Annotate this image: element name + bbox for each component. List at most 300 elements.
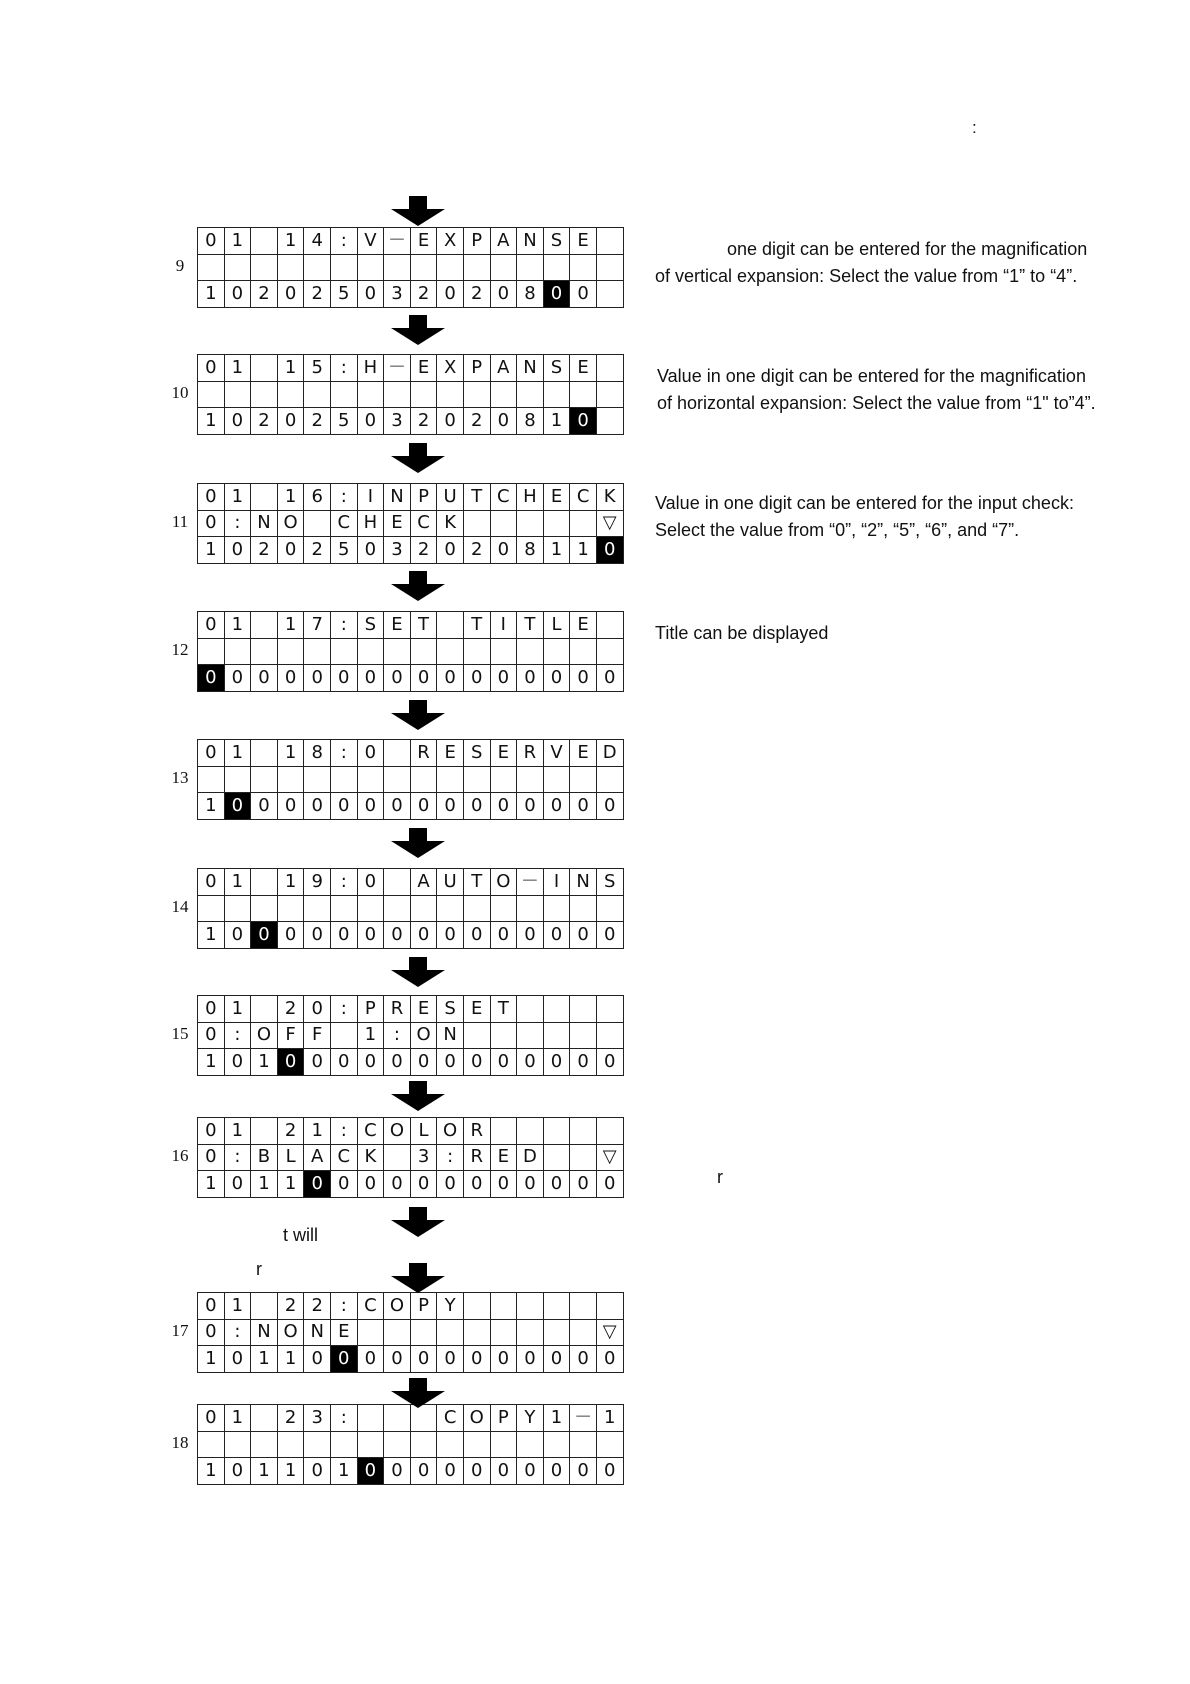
- lcd-cell: 0: [357, 665, 384, 692]
- lcd-cell: 0: [410, 922, 437, 949]
- lcd-cell: [198, 254, 225, 281]
- lcd-cell: [304, 895, 331, 922]
- lcd-cell: N: [517, 228, 544, 255]
- lcd-cell: [570, 1118, 597, 1145]
- lcd-cell: [596, 1293, 623, 1320]
- lcd-cell: T: [410, 612, 437, 639]
- lcd-cell: [437, 1319, 464, 1346]
- lcd-cell: [384, 1431, 411, 1458]
- lcd-cell: R: [517, 740, 544, 767]
- lcd-cell: O: [384, 1293, 411, 1320]
- lcd-row: [198, 1171, 624, 1198]
- lcd-cell: K: [596, 484, 623, 511]
- lcd-row: [198, 228, 624, 255]
- lcd-cell: －: [384, 355, 411, 382]
- lcd-cell: S: [357, 612, 384, 639]
- lcd-cell: F: [304, 1022, 331, 1049]
- note-between-16-17-line-2: r: [256, 1259, 262, 1279]
- lcd-cell: [384, 381, 411, 408]
- lcd-cell: 2: [251, 281, 278, 308]
- lcd-cell: P: [490, 1405, 517, 1432]
- lcd-cell: [410, 895, 437, 922]
- lcd-cell: [490, 1293, 517, 1320]
- lcd-cell: 0: [410, 1346, 437, 1373]
- lcd-row: [198, 740, 624, 767]
- lcd-cell: 1: [277, 869, 304, 896]
- lcd-cell: [437, 254, 464, 281]
- lcd-cell: [330, 254, 357, 281]
- lcd-cell: [277, 254, 304, 281]
- lcd-cell: 0: [198, 1319, 225, 1346]
- lcd-cell: [463, 766, 490, 793]
- lcd-cell: L: [543, 612, 570, 639]
- lcd-cursor-cell: 0: [330, 1346, 357, 1373]
- note-step-9-line-1: one digit can be entered for the magnification: [727, 239, 1088, 259]
- lcd-cell: 0: [384, 1049, 411, 1076]
- lcd-cell: [330, 766, 357, 793]
- lcd-cell: [410, 1405, 437, 1432]
- lcd-cell: 1: [224, 612, 251, 639]
- lcd-cell: [251, 484, 278, 511]
- lcd-cell: P: [463, 228, 490, 255]
- lcd-cell: 0: [410, 1171, 437, 1198]
- lcd-cell: [437, 381, 464, 408]
- lcd-cell: 0: [410, 1049, 437, 1076]
- lcd-cell: 0: [437, 922, 464, 949]
- lcd-cell: 0: [224, 1346, 251, 1373]
- lcd-cell: 0: [198, 355, 225, 382]
- lcd-cell: [596, 1022, 623, 1049]
- down-arrow-icon: [391, 1263, 445, 1293]
- lcd-cell: E: [384, 612, 411, 639]
- lcd-cell: [437, 612, 464, 639]
- lcd-cell: I: [490, 612, 517, 639]
- lcd-cell: 0: [304, 665, 331, 692]
- lcd-cell: 0: [198, 484, 225, 511]
- lcd-cell: S: [437, 996, 464, 1023]
- step-number: 15: [171, 1024, 189, 1043]
- lcd-cell: T: [463, 484, 490, 511]
- lcd-cell: 0: [384, 1458, 411, 1485]
- lcd-cell: [543, 1431, 570, 1458]
- lcd-cell: [304, 766, 331, 793]
- lcd-cell: 0: [570, 1346, 597, 1373]
- lcd-cell: 2: [304, 537, 331, 564]
- lcd-cell: 5: [330, 537, 357, 564]
- lcd-cell: [517, 638, 544, 665]
- lcd-cell: 0: [596, 1049, 623, 1076]
- lcd-cell: [596, 1431, 623, 1458]
- lcd-cell: 2: [277, 1118, 304, 1145]
- lcd-cell: P: [410, 484, 437, 511]
- lcd-cell: [517, 1022, 544, 1049]
- lcd-cell: 0: [517, 793, 544, 820]
- lcd-cell: 0: [357, 869, 384, 896]
- lcd-cell: 0: [251, 665, 278, 692]
- lcd-cell: [410, 381, 437, 408]
- lcd-cell: 1: [251, 1458, 278, 1485]
- lcd-cell: 1: [224, 484, 251, 511]
- lcd-cell: N: [384, 484, 411, 511]
- lcd-cell: 0: [596, 1171, 623, 1198]
- lcd-cell: [251, 612, 278, 639]
- lcd-cell: N: [570, 869, 597, 896]
- lcd-cell: [543, 1293, 570, 1320]
- lcd-cell: [304, 510, 331, 537]
- lcd-cell: [410, 254, 437, 281]
- lcd-cell: [251, 895, 278, 922]
- lcd-cell: 0: [570, 281, 597, 308]
- lcd-cell: 0: [490, 1346, 517, 1373]
- lcd-row: [198, 1144, 624, 1171]
- lcd-cursor-cell: 0: [543, 281, 570, 308]
- lcd-cursor-cell: 0: [357, 1458, 384, 1485]
- lcd-cell: E: [570, 355, 597, 382]
- lcd-cell: 0: [198, 228, 225, 255]
- lcd-cell: 0: [463, 922, 490, 949]
- lcd-cell: [596, 408, 623, 435]
- lcd-cell: [517, 1319, 544, 1346]
- lcd-cell: [543, 1319, 570, 1346]
- lcd-cell: 1: [277, 1171, 304, 1198]
- lcd-cell: [490, 1431, 517, 1458]
- lcd-cell: 0: [304, 996, 331, 1023]
- lcd-cell: 1: [224, 1293, 251, 1320]
- lcd-cell: [596, 381, 623, 408]
- lcd-cell: P: [410, 1293, 437, 1320]
- lcd-cell: S: [463, 740, 490, 767]
- lcd-cell: 0: [570, 1458, 597, 1485]
- lcd-cell: 1: [277, 228, 304, 255]
- lcd-cell: 7: [304, 612, 331, 639]
- note-step-9-line-2: of vertical expansion: Select the value from “1” to “4”.: [655, 266, 1078, 286]
- lcd-cell: [304, 381, 331, 408]
- lcd-row: [198, 638, 624, 665]
- lcd-cell: [277, 638, 304, 665]
- lcd-cell: O: [277, 1319, 304, 1346]
- lcd-cell: [251, 1293, 278, 1320]
- lcd-cell: 0: [198, 1293, 225, 1320]
- lcd-cell: [384, 895, 411, 922]
- lcd-cell: 0: [384, 922, 411, 949]
- lcd-cell: 0: [437, 1171, 464, 1198]
- lcd-cell: 1: [543, 537, 570, 564]
- lcd-cell: [463, 1293, 490, 1320]
- lcd-cell: [543, 1022, 570, 1049]
- lcd-cell: [224, 381, 251, 408]
- lcd-cell: O: [463, 1405, 490, 1432]
- lcd-cell: [277, 766, 304, 793]
- lcd-cell: 1: [198, 1458, 225, 1485]
- lcd-cell: 0: [596, 922, 623, 949]
- lcd-cell: A: [410, 869, 437, 896]
- lcd-cell: 8: [517, 537, 544, 564]
- lcd-cell: [224, 254, 251, 281]
- lcd-cell: [463, 510, 490, 537]
- lcd-cell: 0: [198, 996, 225, 1023]
- lcd-row: [198, 1431, 624, 1458]
- lcd-cell: 2: [304, 281, 331, 308]
- lcd-cell: 0: [224, 1049, 251, 1076]
- lcd-cell: 0: [490, 408, 517, 435]
- lcd-cell: [543, 1118, 570, 1145]
- lcd-cell: K: [357, 1144, 384, 1171]
- lcd-screen-step-12: [197, 611, 624, 692]
- lcd-cell: 5: [330, 408, 357, 435]
- lcd-cell: 0: [517, 1171, 544, 1198]
- lcd-cell: [410, 638, 437, 665]
- note-step-16: r: [717, 1167, 723, 1187]
- lcd-cell: [596, 895, 623, 922]
- lcd-cell: E: [490, 1144, 517, 1171]
- down-arrow-icon: [391, 315, 445, 345]
- step-number: 13: [171, 768, 189, 787]
- lcd-cell: 0: [517, 1346, 544, 1373]
- lcd-cell: 0: [277, 793, 304, 820]
- lcd-cell: 3: [410, 1144, 437, 1171]
- lcd-cell: L: [277, 1144, 304, 1171]
- lcd-cell: 0: [198, 510, 225, 537]
- lcd-cell: －: [570, 1405, 597, 1432]
- lcd-cursor-cell: 0: [277, 1049, 304, 1076]
- lcd-cell: [384, 1319, 411, 1346]
- lcd-cell: 0: [410, 1458, 437, 1485]
- lcd-cell: 1: [198, 1171, 225, 1198]
- lcd-cell: [277, 1431, 304, 1458]
- lcd-cell: [437, 638, 464, 665]
- lcd-cell: 0: [304, 922, 331, 949]
- lcd-cursor-cell: 0: [570, 408, 597, 435]
- lcd-cell: [384, 869, 411, 896]
- lcd-cell: 0: [304, 1346, 331, 1373]
- lcd-cell: T: [490, 996, 517, 1023]
- lcd-cell: N: [304, 1319, 331, 1346]
- lcd-cell: [570, 895, 597, 922]
- lcd-cell: 0: [543, 922, 570, 949]
- lcd-cell: 0: [596, 1458, 623, 1485]
- lcd-cell: 2: [410, 281, 437, 308]
- lcd-cell: [251, 228, 278, 255]
- lcd-row: [198, 408, 624, 435]
- lcd-cursor-cell: 0: [304, 1171, 331, 1198]
- lcd-cell: C: [437, 1405, 464, 1432]
- lcd-cursor-cell: 0: [198, 665, 225, 692]
- lcd-row: [198, 766, 624, 793]
- step-number: 12: [171, 640, 189, 659]
- lcd-cell: 3: [304, 1405, 331, 1432]
- lcd-cell: H: [357, 510, 384, 537]
- lcd-cell: 1: [224, 1405, 251, 1432]
- lcd-cell: [570, 1293, 597, 1320]
- lcd-cell: C: [570, 484, 597, 511]
- lcd-cell: [198, 638, 225, 665]
- lcd-cell: 1: [330, 1458, 357, 1485]
- lcd-cell: S: [543, 228, 570, 255]
- lcd-cell: 0: [543, 1171, 570, 1198]
- lcd-cell: T: [463, 869, 490, 896]
- lcd-cell: 0: [304, 1049, 331, 1076]
- lcd-cell: :: [330, 228, 357, 255]
- lcd-cell: F: [277, 1022, 304, 1049]
- lcd-cell: 0: [570, 793, 597, 820]
- lcd-cursor-cell: 0: [596, 537, 623, 564]
- lcd-cell: 0: [198, 740, 225, 767]
- lcd-cell: [251, 638, 278, 665]
- lcd-cell: [570, 1022, 597, 1049]
- lcd-cell: 3: [384, 537, 411, 564]
- lcd-cell: 0: [277, 537, 304, 564]
- lcd-cell: [251, 1431, 278, 1458]
- lcd-cell: 0: [570, 1049, 597, 1076]
- lcd-cell: :: [330, 1293, 357, 1320]
- lcd-cell: 5: [304, 355, 331, 382]
- lcd-cell: [543, 895, 570, 922]
- lcd-cell: 1: [277, 355, 304, 382]
- lcd-cell: 1: [251, 1171, 278, 1198]
- lcd-cell: E: [410, 228, 437, 255]
- lcd-cell: 0: [224, 537, 251, 564]
- lcd-cell: X: [437, 355, 464, 382]
- lcd-cell: [490, 381, 517, 408]
- lcd-cell: [570, 1144, 597, 1171]
- lcd-cell: 1: [198, 408, 225, 435]
- lcd-cell: 0: [357, 793, 384, 820]
- lcd-cell: 0: [596, 1346, 623, 1373]
- lcd-cell: V: [543, 740, 570, 767]
- lcd-cell: 0: [517, 1458, 544, 1485]
- lcd-cell: [384, 740, 411, 767]
- lcd-cell: [490, 254, 517, 281]
- lcd-cell: 0: [410, 665, 437, 692]
- lcd-cursor-cell: 0: [224, 793, 251, 820]
- lcd-cell: [517, 895, 544, 922]
- lcd-cell: [517, 254, 544, 281]
- lcd-cell: 1: [251, 1346, 278, 1373]
- lcd-cell: [543, 638, 570, 665]
- lcd-cell: 0: [517, 665, 544, 692]
- lcd-cell: [357, 1405, 384, 1432]
- note-step-11-line-2: Select the value from “0”, “2”, “5”, “6”, and “7”.: [655, 520, 1020, 540]
- down-arrow-icon: [391, 1378, 445, 1408]
- lcd-cell: 0: [490, 1049, 517, 1076]
- lcd-cell: [357, 381, 384, 408]
- lcd-cell: 0: [410, 793, 437, 820]
- lcd-cell: [304, 638, 331, 665]
- lcd-cell: :: [224, 510, 251, 537]
- lcd-cell: [410, 1431, 437, 1458]
- lcd-cell: 0: [304, 1458, 331, 1485]
- note-between-16-17-line-1: t will: [283, 1225, 318, 1245]
- lcd-cell: 1: [224, 740, 251, 767]
- lcd-cell: C: [330, 510, 357, 537]
- lcd-cell: 1: [304, 1118, 331, 1145]
- lcd-cell: 6: [304, 484, 331, 511]
- lcd-cell: E: [463, 996, 490, 1023]
- lcd-cell: 1: [277, 740, 304, 767]
- lcd-cell: 0: [543, 1346, 570, 1373]
- lcd-cell: 0: [224, 922, 251, 949]
- lcd-cell: 0: [198, 612, 225, 639]
- lcd-cell: 0: [330, 922, 357, 949]
- lcd-cell: 0: [357, 281, 384, 308]
- lcd-cell: [410, 766, 437, 793]
- lcd-cell: :: [224, 1022, 251, 1049]
- lcd-cell: P: [357, 996, 384, 1023]
- down-arrow-icon: [391, 700, 445, 730]
- lcd-cell: E: [570, 740, 597, 767]
- lcd-cell: E: [410, 355, 437, 382]
- lcd-cell: －: [517, 869, 544, 896]
- lcd-cell: [570, 996, 597, 1023]
- lcd-cell: [596, 766, 623, 793]
- lcd-cell: 0: [596, 665, 623, 692]
- step-number: 16: [171, 1146, 189, 1165]
- step-number: 14: [171, 897, 189, 916]
- lcd-cell: [224, 766, 251, 793]
- lcd-cell: [596, 254, 623, 281]
- lcd-cell: 0: [437, 1049, 464, 1076]
- lcd-cell: :: [330, 996, 357, 1023]
- lcd-cell: [543, 254, 570, 281]
- lcd-cell: U: [437, 869, 464, 896]
- lcd-cell: 2: [251, 537, 278, 564]
- lcd-cell: 0: [437, 408, 464, 435]
- lcd-cell: H: [357, 355, 384, 382]
- lcd-cell: 0: [517, 1049, 544, 1076]
- lcd-cell: 0: [463, 665, 490, 692]
- lcd-cell: 0: [437, 281, 464, 308]
- lcd-cell: R: [410, 740, 437, 767]
- lcd-cell: 0: [463, 1346, 490, 1373]
- lcd-cell: [490, 510, 517, 537]
- lcd-cell: 1: [198, 1346, 225, 1373]
- lcd-cell: 0: [463, 1171, 490, 1198]
- lcd-row: [198, 510, 624, 537]
- lcd-cell: [570, 638, 597, 665]
- lcd-cell: [330, 1431, 357, 1458]
- down-arrow-icon: [391, 957, 445, 987]
- lcd-cell: 8: [517, 281, 544, 308]
- lcd-cell: 1: [198, 793, 225, 820]
- step-number: 18: [171, 1433, 189, 1452]
- lcd-cell: [251, 740, 278, 767]
- lcd-cell: [330, 1022, 357, 1049]
- lcd-cell: :: [330, 612, 357, 639]
- lcd-cell: 0: [384, 665, 411, 692]
- lcd-cell: [251, 381, 278, 408]
- down-arrow-icon: [391, 443, 445, 473]
- lcd-cell: E: [410, 996, 437, 1023]
- lcd-cell: :: [330, 1118, 357, 1145]
- lcd-cell: E: [543, 484, 570, 511]
- lcd-cell: P: [463, 355, 490, 382]
- lcd-cell: 0: [198, 1118, 225, 1145]
- lcd-cell: T: [463, 612, 490, 639]
- lcd-cell: [357, 638, 384, 665]
- note-step-12: Title can be displayed: [655, 623, 829, 643]
- lcd-cell: 2: [304, 1293, 331, 1320]
- lcd-cell: E: [437, 740, 464, 767]
- lcd-cell: 0: [543, 793, 570, 820]
- lcd-cell: [463, 381, 490, 408]
- lcd-cell: 1: [251, 1049, 278, 1076]
- lcd-cell: 2: [251, 408, 278, 435]
- lcd-cell: L: [410, 1118, 437, 1145]
- lcd-cell: 1: [224, 355, 251, 382]
- lcd-cell: 8: [304, 740, 331, 767]
- lcd-cell: 0: [570, 1171, 597, 1198]
- lcd-cell: C: [410, 510, 437, 537]
